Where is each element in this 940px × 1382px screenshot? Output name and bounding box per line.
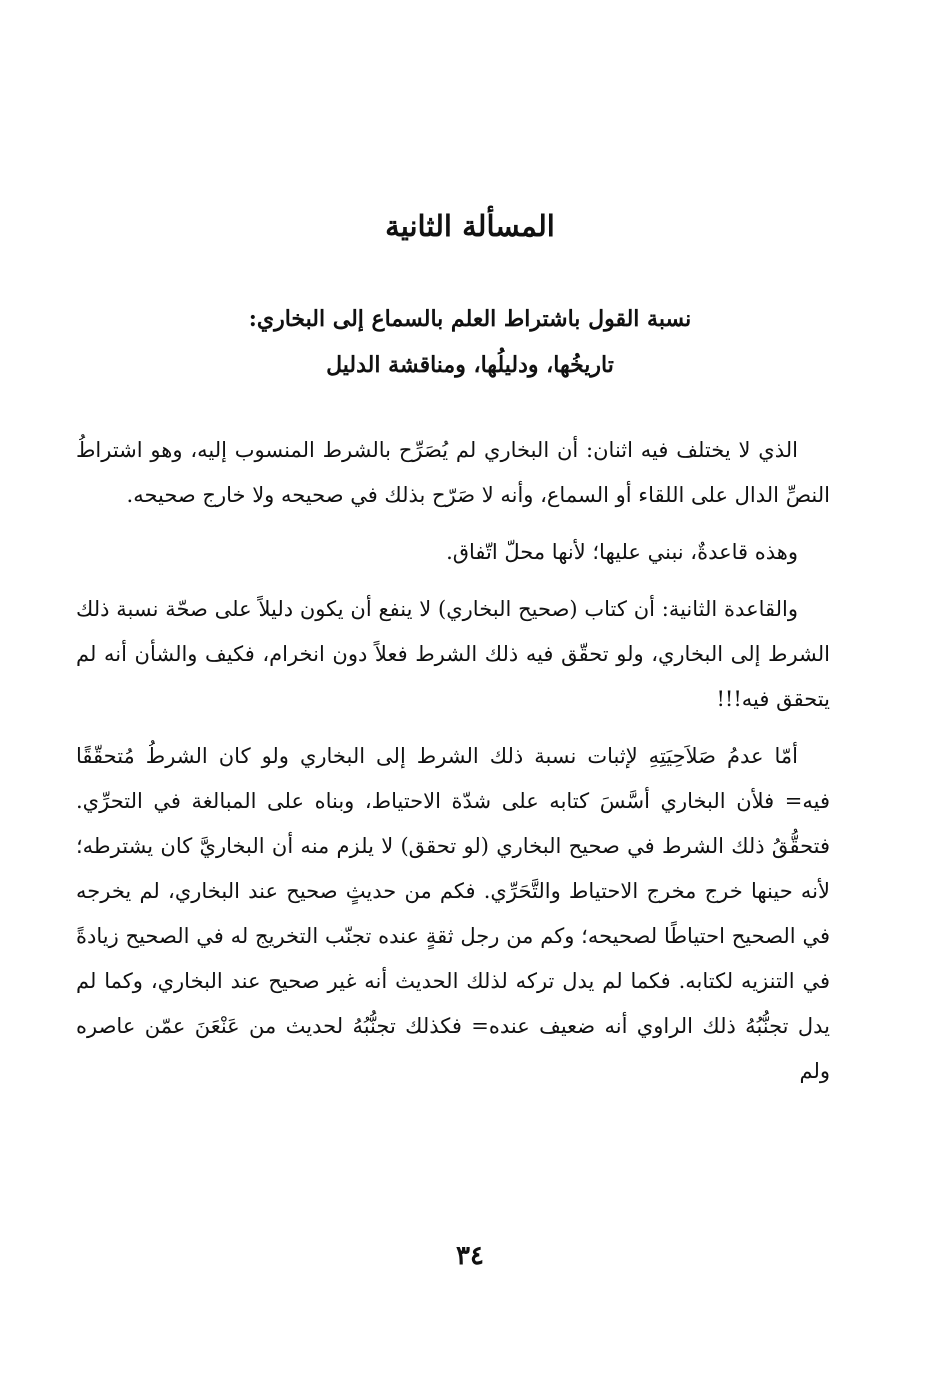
paragraph-4: أمّا عدمُ صَلاَحِيَتِهِ لإثبات نسبة ذلك الشرط إلى البخاري ولو كان الشرطُ مُتحقّقًا فيه= فلأن البخاري أسَّسَ كتابه على شدّة الاحتياط، وبناه على المبالغة في التحرِّي. فتحقُّقُ ذلك الشرط في صحيح البخاري (لو تحقق) لا يلزم منه أن البخاريَّ كان يشترطه؛ لأنه حينها خرج مخرج الاحتياط والتَّحَرِّي. فكم من حديثٍ صحيح عند البخاري، لم يخرجه في الصحيح احتياطًا لصحيحه؛ وكم من رجل ثقةٍ عنده تجنّب التخريج له في الصحيح زيادةً في التنزيه لكتابه. فكما لم يدل تركه لذلك الحديث أنه غير صحيح عند البخاري، وكما لم يدل تجنُّبُهُ ذلك الراوي أنه ضعيف عنده= فكذلك تجنُّبُهُ لحديث من عَنْعَنَ عمّن عاصره ولم xyxy=(76,744,830,1083)
subtitle-line-1: نسبة القول باشتراط العلم بالسماع إلى البخاري: xyxy=(248,306,692,332)
section-title: المسألة الثانية xyxy=(385,209,555,243)
paragraph-2: وهذه قاعدةٌ، نبني عليها؛ لأنها محلّ اتّفاق. xyxy=(446,540,798,564)
paragraph-3: والقاعدة الثانية: أن كتاب (صحيح البخاري) لا ينفع أن يكون دليلاً على صحّة نسبة ذلك الشرط إلى البخاري، ولو تحقّق فيه ذلك الشرط فعلاً دون انخرام، فكيف والشأن أنه لم يتحقق فيه!!! xyxy=(76,597,830,711)
body-text xyxy=(76,428,830,1094)
paragraph-1: الذي لا يختلف فيه اثنان: أن البخاري لم يُصَرِّح بالشرط المنسوب إليه، وهو اشتراطُ النصِّ الدال على اللقاء أو السماع، وأنه لا صَرّح بذلك في صحيحه ولا خارج صحيحه. xyxy=(76,438,830,507)
subtitle-line-2: تاريخُها، ودليلُها، ومناقشة الدليل xyxy=(326,352,614,378)
chapter-subtitle xyxy=(0,296,940,388)
page-number: ٣٤ xyxy=(456,1241,484,1271)
